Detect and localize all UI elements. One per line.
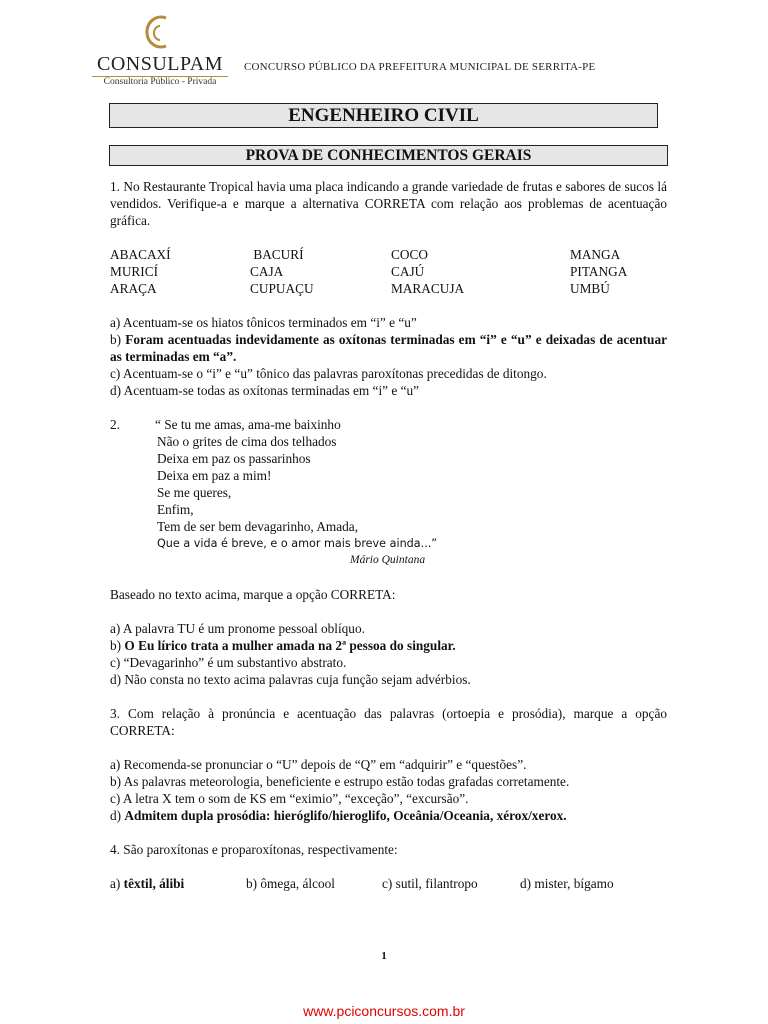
question-1-option-d: d) Acentuam-se todas as oxítonas terminadas em “i” e “u” bbox=[110, 383, 420, 398]
poem-line: Não o grites de cima dos telhados bbox=[157, 434, 337, 449]
question-3-option-b: b) As palavras meteorologia, beneficiente e estrupo estão todas grafadas corretamente. bbox=[110, 774, 570, 789]
word-cell: MARACUJA bbox=[391, 281, 465, 296]
correct-answer-text: Foram acentuadas indevidamente as oxítonas terminadas em “i” e “u” e deixadas de acentuar as terminadas em “a”. bbox=[110, 332, 667, 364]
word-cell: CUPUAÇU bbox=[250, 281, 314, 296]
poem-line: Deixa em paz a mim! bbox=[157, 468, 272, 483]
poem-line: Enfim, bbox=[157, 502, 194, 517]
question-1-option-b bbox=[110, 331, 667, 365]
option-letter: d) bbox=[110, 808, 125, 823]
consulpam-logo bbox=[90, 12, 230, 92]
footer-link[interactable]: www.pciconcursos.com.br bbox=[303, 1003, 465, 1019]
poem-line: Se me queres, bbox=[157, 485, 232, 500]
word-cell: COCO bbox=[391, 247, 428, 262]
document-body bbox=[110, 178, 667, 892]
poem-line: Tem de ser bem devagarinho, Amada, bbox=[157, 519, 359, 534]
question-4-option-c: c) sutil, filantropo bbox=[382, 876, 478, 891]
page-number: 1 bbox=[381, 950, 387, 962]
question-4-option-a bbox=[110, 875, 246, 892]
word-cell: CAJÚ bbox=[391, 264, 425, 279]
logo-brand: CONSULPAM bbox=[96, 53, 224, 75]
header-title: CONCURSO PÚBLICO DA PREFEITURA MUNICIPAL DE SERRITA-PE bbox=[244, 61, 596, 73]
question-3-option-c: c) A letra X tem o som de KS em “eximio”, “exceção”, “excursão”. bbox=[110, 791, 469, 806]
word-cell: UMBÚ bbox=[570, 281, 610, 296]
word-cell: ARAÇA bbox=[110, 281, 157, 296]
question-3-option-d bbox=[110, 807, 667, 824]
word-cell: MANGA bbox=[570, 247, 621, 262]
poem-author: Mário Quintana bbox=[350, 554, 426, 566]
poem bbox=[110, 433, 667, 552]
question-4-option-d: d) mister, bígamo bbox=[520, 876, 614, 891]
exam-title: ENGENHEIRO CIVIL bbox=[109, 103, 658, 128]
word-cell: BACURÍ bbox=[250, 247, 304, 262]
correct-answer-text: Admitem dupla prosódia: hieróglifo/hieroglifo, Oceânia/Oceania, xérox/xerox. bbox=[124, 808, 567, 823]
correct-answer-text: O Eu lírico trata a mulher amada na 2ª pessoa do singular. bbox=[124, 638, 456, 653]
option-letter: b) bbox=[110, 332, 126, 347]
poem-line: Deixa em paz os passarinhos bbox=[157, 451, 311, 466]
option-letter: a) bbox=[110, 876, 124, 891]
word-cell: MURICÍ bbox=[110, 264, 159, 279]
question-2-poem-row bbox=[110, 416, 667, 433]
logo-mark-icon bbox=[90, 12, 230, 54]
question-2-option-b bbox=[110, 637, 667, 654]
question-2-option-a: a) A palavra TU é um pronome pessoal oblíquo. bbox=[110, 621, 365, 636]
logo-subtitle: Consultoria Público - Privada bbox=[103, 77, 217, 87]
poem-line: Que a vida é breve, e o amor mais breve ainda...” bbox=[157, 537, 438, 550]
word-cell: PITANGA bbox=[570, 264, 628, 279]
question-1-option-a: a) Acentuam-se os hiatos tônicos terminados em “i” e “u” bbox=[110, 315, 417, 330]
question-4-stem: 4. São paroxítonas e proparoxítonas, respectivamente: bbox=[110, 842, 398, 857]
fruit-word-table bbox=[110, 246, 667, 297]
question-1-stem: 1. No Restaurante Tropical havia uma placa indicando a grande variedade de frutas e sabores de sucos lá vendidos. Verifique-a e marque a alternativa CORRETA com relação aos problemas de acentuação gráfica. bbox=[110, 179, 667, 228]
question-4-option-b: b) ômega, álcool bbox=[246, 876, 335, 891]
word-cell: CAJA bbox=[250, 264, 284, 279]
poem-line: “ Se tu me amas, ama-me baixinho bbox=[155, 417, 341, 432]
correct-answer-text: têxtil, álibi bbox=[123, 876, 185, 891]
question-2-number: 2. bbox=[110, 417, 120, 432]
question-3-option-a: a) Recomenda-se pronunciar o “U” depois de “Q” em “adquirir” e “questões”. bbox=[110, 757, 527, 772]
question-2-option-d: d) Não consta no texto acima palavras cuja função sejam advérbios. bbox=[110, 672, 471, 687]
option-letter: b) bbox=[110, 638, 125, 653]
word-cell: ABACAXÍ bbox=[110, 247, 171, 262]
section-title: PROVA DE CONHECIMENTOS GERAIS bbox=[109, 145, 668, 166]
question-3-stem: 3. Com relação à pronúncia e acentuação das palavras (ortoepia e prosódia), marque a opção CORRETA: bbox=[110, 706, 667, 738]
question-2-option-c: c) “Devagarinho” é um substantivo abstrato. bbox=[110, 655, 347, 670]
question-2-stem: Baseado no texto acima, marque a opção CORRETA: bbox=[110, 587, 396, 602]
question-1-option-c: c) Acentuam-se o “i” e “u” tônico das palavras paroxítonas precedidas de ditongo. bbox=[110, 366, 547, 381]
question-4-options bbox=[110, 875, 667, 892]
